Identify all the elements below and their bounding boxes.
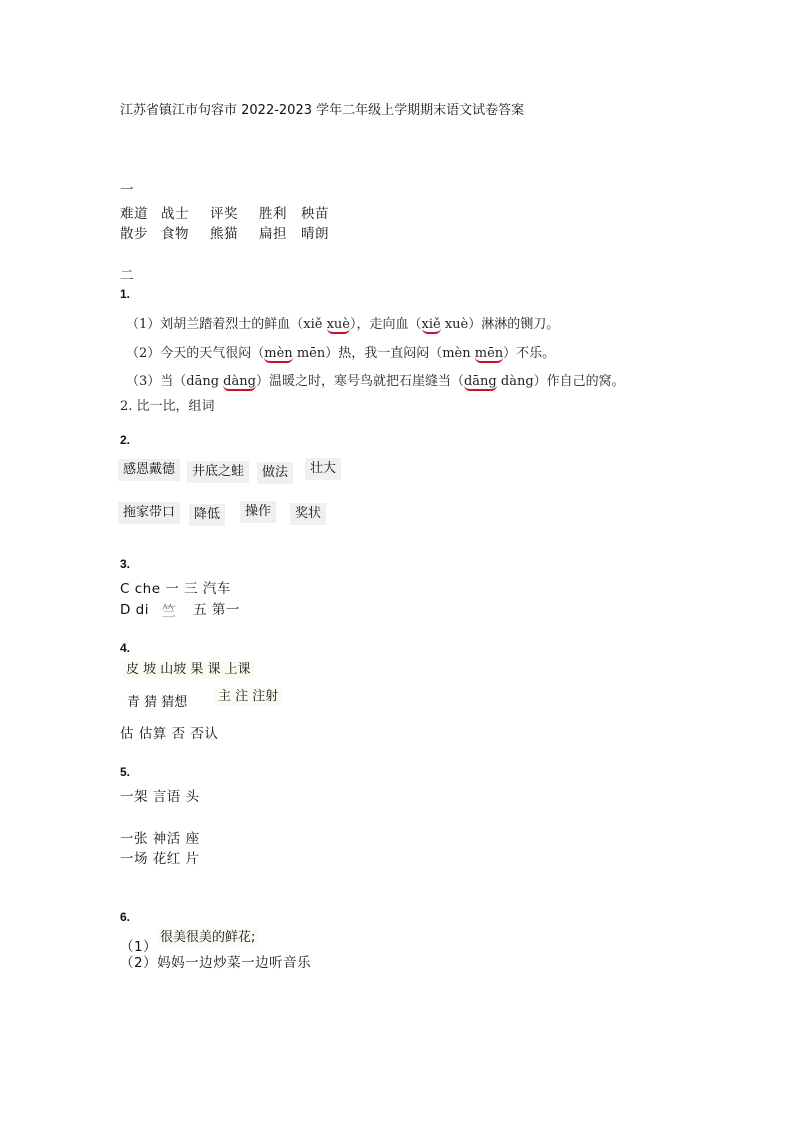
question-5-line-1: 一架 言语 头 [120,789,200,805]
question-1-number: 1. [120,287,131,301]
word: 秧苗 [301,206,329,222]
word: 食物 [161,226,189,242]
section-2-label: 二 [120,268,134,284]
question-1-line-2 [126,342,555,361]
answer-row-1: 皮 坡 山坡 果 课 上课 [123,661,254,679]
word: 扁担 [259,226,287,242]
answer-chip: 做法 [257,462,293,484]
text: ）不乐。 [503,346,556,361]
word: 评奖 [210,206,238,222]
underlined-answer: dàng [223,374,256,389]
word: 散步 [120,226,148,242]
word: 难道 [120,206,148,222]
text: xuè）淋淋的铡刀。 [440,317,560,332]
question-3-number: 3. [120,557,131,571]
underlined-answer: dāng [463,374,497,389]
text: （1）刘胡兰踏着烈士的鲜血（xiě [126,317,327,332]
text: D di [120,602,150,618]
answer-chip: 拖家带口 [118,502,180,524]
question-1-line-3 [126,370,625,389]
underlined-answer: xiě [421,317,441,332]
cropped-line [120,395,320,414]
answer-row-3: 估 估算 否 否认 [120,726,219,742]
word: 熊猫 [210,226,238,242]
text: 五 第一 [193,602,240,618]
section-1-label: 一 [120,182,134,198]
answer-chip: 操作 [240,501,276,523]
question-1-line-1 [126,313,559,332]
text: ），走向血（ [350,317,422,332]
text: （2）今天的天气很闷（ [126,346,265,361]
answer-chip: 奖状 [290,503,326,525]
question-6-answer-box: 很美很美的鲜花; [157,929,258,947]
text: （3）当（dāng [126,374,224,389]
answer-chip: 壮大 [305,458,341,480]
page-title: 江苏省镇江市句容市 2022-2023 学年二年级上学期期末语文试卷答案 [120,103,525,118]
text: dàng）作自己的窝。 [496,374,625,389]
answer-row-2a: 青 猜 猜想 [124,694,190,712]
word: 战士 [161,206,189,222]
underlined-answer: mēn [474,346,504,361]
underlined-answer: mèn [264,346,293,361]
text: ）温暖之时，寒号鸟就把石崖缝当（ [255,374,464,389]
word: 晴朗 [301,226,329,242]
answer-row-2b: 主 注 注射 [215,688,281,706]
text: mēn）热，我一直闷闷（mèn [292,346,475,361]
answer-chip: 感恩戴德 [118,459,180,481]
question-6-number: 6. [120,910,131,924]
question-2-number: 2. [120,433,131,447]
question-5-line-2: 一张 神活 座 [120,831,200,847]
question-6-line-1-prefix: （1） [120,939,158,955]
strikethrough-character: 竺 [161,604,177,620]
question-4-number: 4. [120,641,131,655]
underlined-answer: xuè [326,317,350,332]
answer-chip: 降低 [189,504,225,526]
question-5-line-3: 一场 花红 片 [120,851,200,867]
answer-chip: 井底之蛙 [187,461,249,483]
text: 2. 比一比，组词 [120,399,215,414]
question-6-line-2: （2）妈妈一边炒菜一边听音乐 [120,955,312,971]
question-3-line-2 [120,598,240,618]
question-5-number: 5. [120,765,131,779]
word: 胜利 [259,206,287,222]
question-3-line-1: C che 一 三 汽车 [120,581,231,597]
